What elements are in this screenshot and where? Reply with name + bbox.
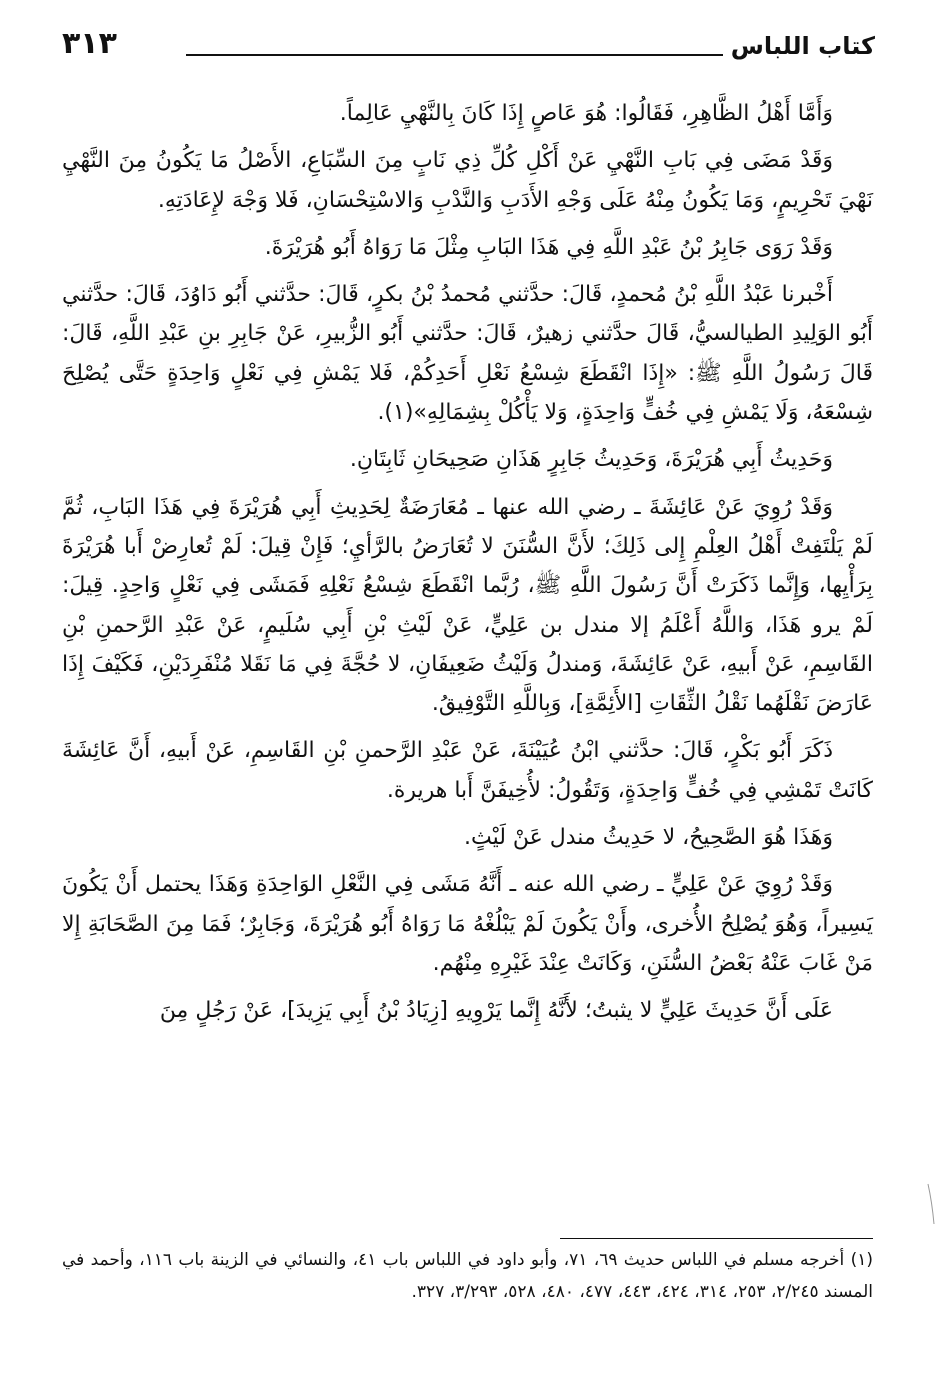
paragraph: وَهَذَا هُوَ الصَّحِيحُ، لا حَدِيثُ مندل عَنْ لَيْثٍ. bbox=[463, 825, 833, 851]
paragraph: وَقَدْ رُوِيَ عَنْ عَائِشَةَ ـ رضي الله عنها ـ مُعَارَضَةٌ لِحَدِيثِ أَبِي هُرَيْرَةَ فِي هَذَا البَابِ، ثُمَّ لَمْ يَلْتَفِتْ أَهْلُ العِلْمِ إِلى ذَلِكَ؛ لأَنَّ السُّنَنَ لا تُعَارَضُ بالرَّأيِ؛ فَإِنْ قِيلَ: لَمْ تُعارِضْ أَبا هُرَيْرَةَ بِرَأْيِها، وَإِنَّما ذَكَرَتْ أَنَّ رَسُولَ اللَّهِ ﷺ، رُبَّما انْقَطَعَ شِسْعُ نَعْلِهِ فَمَشَى فِي نَعْلٍ وَاحِدٍ. قِيلَ: لَمْ يرو هَذَا، وَاللَّهُ أَعْلَمُ إلا مندل بن عَلِيٍّ، عَنْ لَيْثِ بْنِ أَبِي سُلَيمٍ، عَنْ عَبْدِ الرَّحمنِ بْنِ القَاسِمِ، عَنْ أَبيهِ، عَنْ عَائِشَةَ، وَمندلُ وَلَيْثُ ضَعِيفَانِ، لا حُجَّةَ فِي مَا نَقَلا مُنْفَرِدَيْنِ، فَكَيْفَ إِذَا عَارَضَ نَقْلَهُما نَقْلُ الثِّقَاتِ [الأَئِمَّةِ]، وَبِاللَّهِ التَّوْفِيقُ. bbox=[62, 494, 873, 717]
paragraph: وَقَدْ رُوِيَ عَنْ عَلِيٍّ ـ رضي الله عنه ـ أَنَّهُ مَشَى فِي النَّعْلِ الوَاحِدَةِ وَهَذَا يحتمل أَنْ يَكُونَ يَسِيراً، وَهُوَ يُصْلِحُ الأُخرى، وأَنْ يَكُونَ لَمْ يَبْلُغْهُ مَا رَوَاهُ أَبُو هُرَيْرَةَ، وَجَابِرٌ؛ فَمَا مِنَ الصَّحَابَةِ إِلا مَنْ غَابَ عَنْهُ بَعْضُ السُّنَنِ، وَكَانَتْ عِنْدَ غَيْرِهِ مِنْهُم. bbox=[62, 872, 873, 976]
main-text bbox=[62, 94, 873, 1039]
paragraph: أَخْبرنا عَبْدُ اللَّهِ بْنُ مُحمدٍ، قَالَ: حدَّثني مُحمدُ بْنُ بكرٍ، قَالَ: حدَّثني أَبُو دَاوُدَ، قَالَ: حدَّثني أَبُو الوَلِيدِ الطيالسيُّ، قَالَ حدَّثني زهيرٌ، قَالَ: حدَّثني أَبُو الزُّبيرِ، عَنْ جَابِرِ بنِ عَبْدِ اللَّهِ، قَالَ: قَالَ رَسُولُ اللَّهِ ﷺ: «إِذَا انْقَطَعَ شِسْعُ نَعْلِ أَحَدِكُمْ، فَلا يَمْشِ فِي نَعْلٍ وَاحِدَةٍ حَتَّى يُصْلِحَ شِسْعَهُ، وَلَا يَمْشِ فِي خُفٍّ وَاحِدَةٍ، وَلا يَأْكُلْ بِشِمَالِهِ»(١). bbox=[62, 282, 873, 426]
paragraph: ذَكَرَ أَبُو بَكْرٍ، قَالَ: حدَّثني ابْنُ عُيَيْنَةَ، عَنْ عَبْدِ الرَّحمنِ بْنِ القَاسِمِ، عَنْ أَبيهِ، أَنَّ عَائِشَةَ كَانَتْ تَمْشِي فِي خُفٍّ وَاحِدَةٍ، وَتَقُولُ: لأُخِيفَنَّ أَبا هريرة. bbox=[62, 738, 873, 803]
paragraph: وَقَدْ مَضَى فِي بَابِ النَّهْيِ عَنْ أَكْلِ كُلِّ ذِي نَابٍ مِنَ السِّبَاعِ، الأَصْلُ مَا يَكُونُ مِنَ النَّهْيِ نَهْيَ تَحْرِيمٍ، وَمَا يَكُونُ مِنْهُ عَلَى وَجْهِ الأَدَبِ وَالنَّدْبِ وَالاسْتِحْسَانِ، فَلا وَجْهَ لإِعَادَتِهِ. bbox=[62, 148, 873, 213]
header-rule bbox=[186, 54, 723, 56]
paragraph: وَحَدِيثُ أَبِي هُرَيْرَةَ، وَحَدِيثُ جَابِرٍ هَذَانِ صَحِيحَانِ ثَابِتَانِ. bbox=[349, 447, 833, 473]
paragraph: عَلَى أَنَّ حَدِيثَ عَلِيٍّ لا يثبتُ؛ لأَنَّهُ إِنَّما يَرْوِيهِ [زِيَادُ بْنُ أَبِي يَزِيدَ]، عَنْ رَجُلٍ مِنَ bbox=[159, 998, 833, 1024]
scan-artifact-mark bbox=[926, 1182, 936, 1226]
footnote-divider bbox=[560, 1238, 873, 1239]
page-number: ٣١٣ bbox=[62, 26, 117, 61]
paragraph: وَقَدْ رَوَى جَابِرُ بْنُ عَبْدِ اللَّهِ فِي هَذَا البَابِ مِثْلَ مَا رَوَاهُ أَبُو هُرَيْرَةَ. bbox=[264, 234, 833, 260]
page-header bbox=[62, 26, 875, 76]
running-title: كتاب اللباس bbox=[730, 32, 875, 60]
footnote: (١) أخرجه مسلم في اللباس حديث ٦٩، ٧١، وأبو داود في اللباس باب ٤١، والنسائي في الزينة باب ١١٦، وأحمد في المسند ٢/٢٤٥، ٢٥٣، ٣١٤، ٤٢٤، ٤٤٣، ٤٧٧، ٤٨٠، ٥٢٨، ٣/٢٩٣، ٣٢٧. bbox=[62, 1250, 873, 1302]
paragraph: وَأَمَّا أَهْلُ الظَّاهِرِ، فَقَالُوا: هُوَ عَاصٍ إِذَا كَانَ بِالنَّهْيِ عَالِماً. bbox=[339, 101, 833, 126]
footnotes bbox=[62, 1244, 873, 1308]
